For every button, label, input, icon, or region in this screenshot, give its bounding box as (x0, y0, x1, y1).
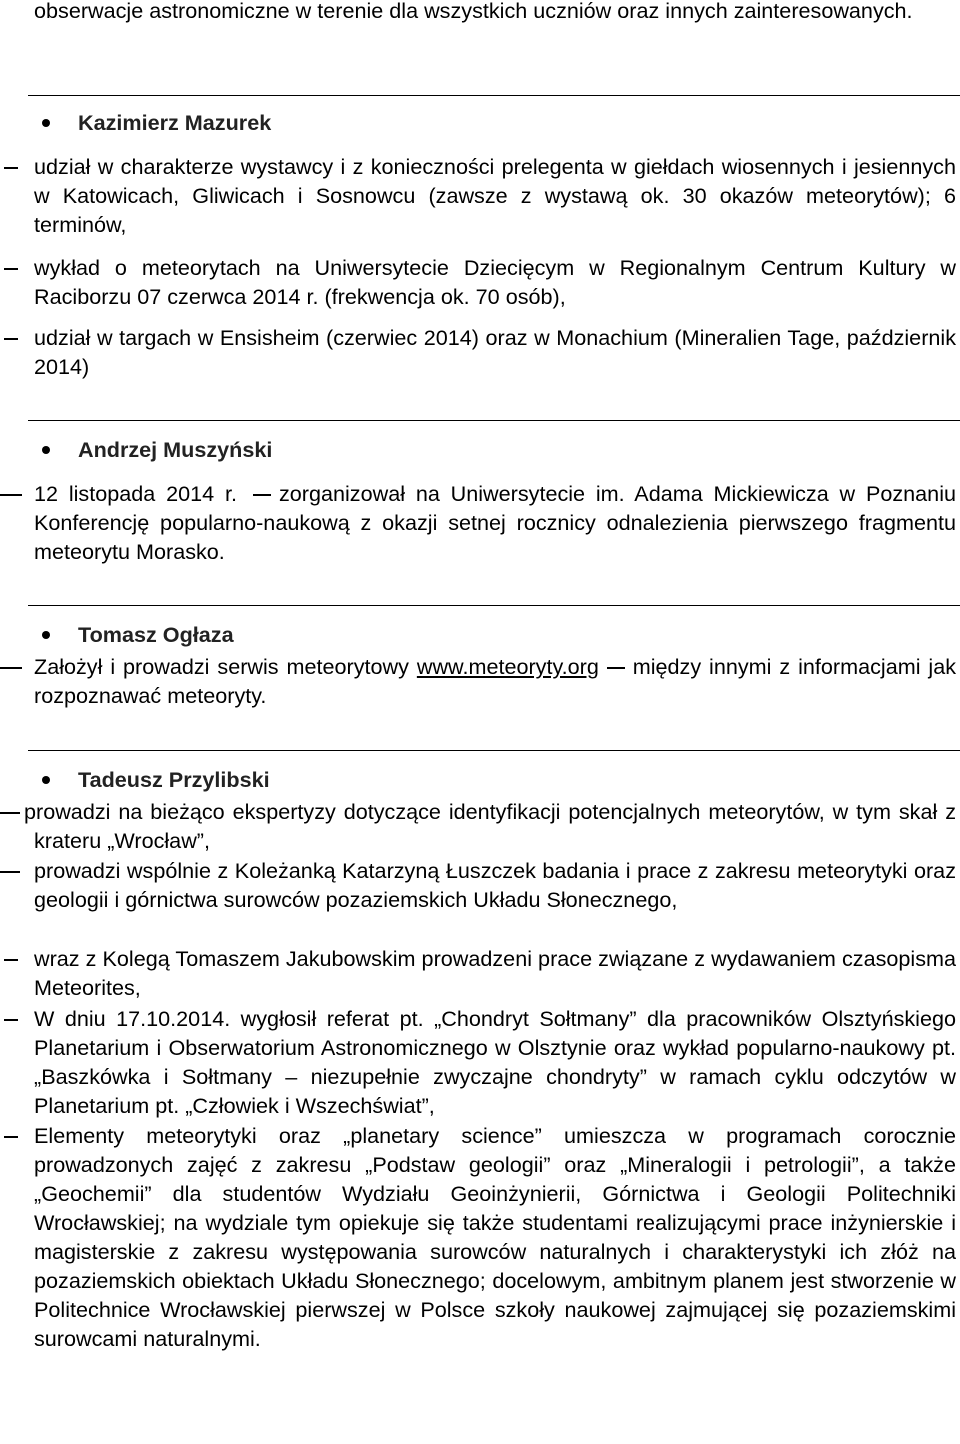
dash-icon (0, 812, 20, 814)
section-divider (28, 605, 960, 606)
list-item: wykład o meteorytach na Uniwersytecie Dziecięcym w Regionalnym Centrum Kultury w Raciborzu 07 czerwca 2014 r. (frekwencja ok. 70 osób), (34, 255, 956, 309)
list-item: udział w targach w Ensisheim (czerwiec 2014) oraz w Monachium (Mineralien Tage, październik 2014) (34, 325, 956, 379)
dash-icon (4, 167, 18, 169)
dash-icon (0, 667, 22, 669)
list-item: prowadzi na bieżąco ekspertyzy dotyczące identyfikacji potencjalnych meteorytów, w tym skał z krateru „Wrocław”, (24, 799, 956, 853)
list-item (34, 479, 956, 566)
dash-icon (4, 1019, 18, 1021)
list-item: wraz z Kolegą Tomaszem Jakubowskim prowadzeni prace związane z wydawaniem czasopisma Meteorites, (34, 946, 956, 1000)
section-heading: Andrzej Muszyński (78, 437, 273, 462)
intro-paragraph: obserwacje astronomiczne w terenie dla wszystkich uczniów oraz innych zainteresowanych. (34, 0, 913, 23)
list-item: Elementy meteorytyki oraz „planetary science” umieszcza w programach corocznie prowadzonych zajęć z zakresu „Podstaw geologii” oraz „Mineralogii i petrologii”, a także „Geochemii” dla studentów Wydziału Geoinżynierii, Górnictwa i Geologii Politechniki Wrocławskiej; na wydziale tym opiekuje się także studentami realizującymi prace inżynierskie i magisterskie z zakresu występowania surowców naturalnych i charakterystyki ich złóż na pozaziemskich obiektach Układu Słonecznego; docelowym, ambitnym planem jest stworzenie w Politechnice Wrocławskiej pierwszej w Polsce szkoły naukowej zajmującej się pozaziemskimi surowcami naturalnymi. (34, 1123, 956, 1351)
section-divider (28, 750, 960, 751)
list-item: udział w charakterze wystawcy i z konieczności prelegenta w giełdach wiosennych i jesiennych w Katowicach, Gliwicach i Sosnowcu (zawsze z wystawą ok. 30 okazów meteorytów); 6 terminów, (34, 154, 956, 237)
event-text: zorganizował na Uniwersytecie im. Adama Mickiewicza w Poznaniu Konferencję popularno-naukową z okazji setnej rocznicy odnalezienia pierwszego fragmentu meteorytu Morasko. (34, 481, 957, 564)
dash-icon (0, 871, 20, 873)
dash-icon (607, 667, 625, 669)
dash-icon (0, 494, 22, 496)
section-divider (28, 95, 960, 96)
section-heading: Tomasz Ogłaza (78, 622, 234, 647)
section-heading: Tadeusz Przylibski (78, 767, 270, 792)
dash-icon (4, 1136, 18, 1138)
dash-icon (253, 494, 271, 496)
event-date: 12 listopada 2014 r. (34, 481, 237, 506)
list-item: W dniu 17.10.2014. wygłosił referat pt. „Chondryt Sołtmany” dla pracowników Olsztyńskiego Planetarium i Obserwatorium Astronomicznego w Olsztynie oraz wykład popularno-naukowy pt. „Baszkówka i Sołtmany – niezupełnie zwyczajne chondryty” w ramach cyklu odczytów w Planetarium pt. „Człowiek i Wszechświat”, (34, 1006, 956, 1118)
dash-icon (4, 268, 18, 270)
dash-icon (4, 959, 18, 961)
section-heading: Kazimierz Mazurek (78, 110, 272, 135)
list-item: Założył i prowadzi serwis meteorytowy www.meteoryty.org między innymi z informacjami jak rozpoznawać meteoryty. (34, 654, 957, 708)
website-link[interactable]: www.meteoryty.org (416, 654, 599, 679)
dash-icon (4, 338, 18, 340)
section-divider (28, 420, 960, 421)
list-item: prowadzi wspólnie z Koleżanką Katarzyną Łuszczek badania i prace z zakresu meteorytyki oraz geologii i górnictwa surowców pozaziemskich Układu Słonecznego, (34, 858, 956, 912)
